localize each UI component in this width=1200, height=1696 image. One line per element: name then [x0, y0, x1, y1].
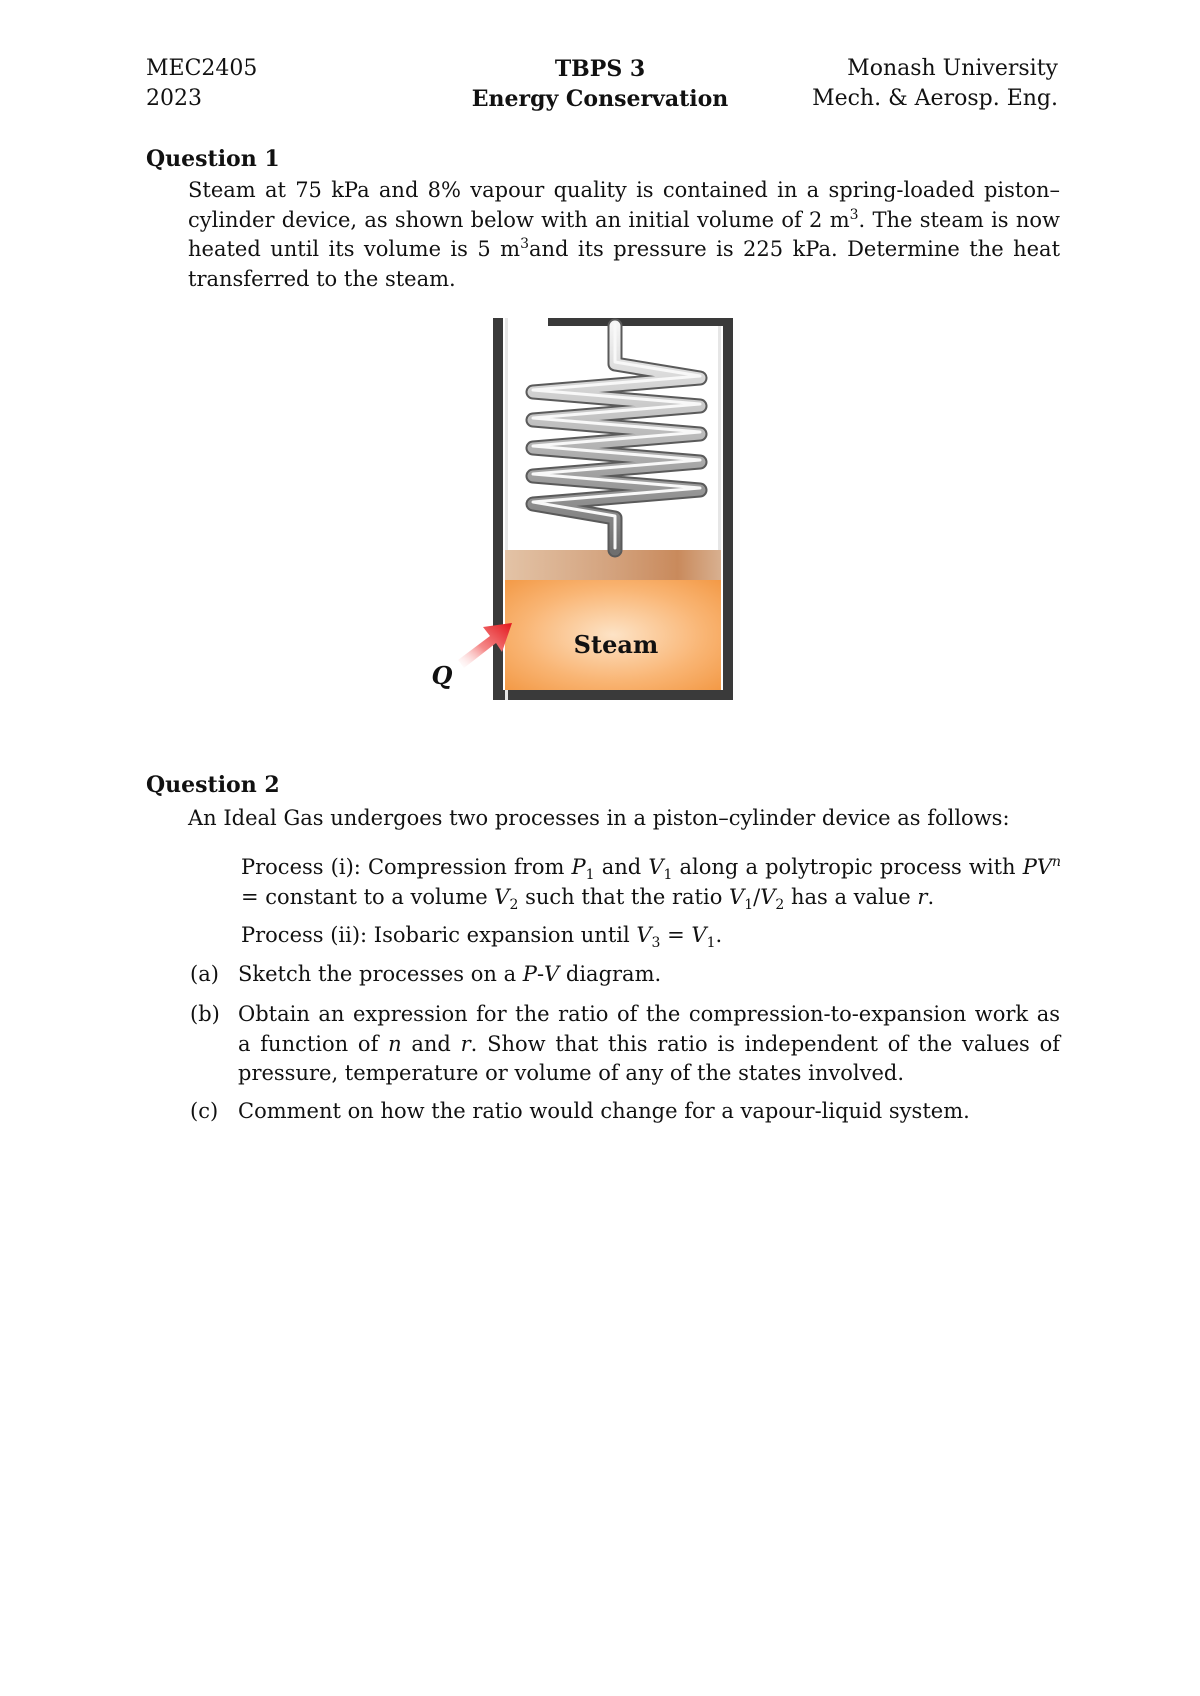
process-1-text: [241, 853, 1061, 912]
process-text: Process (i): Compression from: [241, 855, 572, 879]
q1-superscript: 3: [520, 236, 529, 252]
doc-subtitle: Energy Conservation: [471, 86, 729, 112]
cylinder-right-wall: [723, 318, 733, 700]
math-sub: 1: [706, 935, 716, 952]
heat-arrow: [458, 623, 512, 668]
math-var: V: [636, 923, 652, 947]
item-text: Comment on how the ratio would change for a vapour-liquid system.: [238, 1099, 970, 1123]
process-text: and: [594, 855, 649, 879]
q1-text-part: and its pressure is 225 kPa. Determine the heat transferred to the steam.: [188, 237, 1061, 291]
doc-title: TBPS 3: [554, 56, 646, 82]
question-2-item-c: [190, 1097, 1060, 1127]
math-var: V: [729, 884, 745, 909]
q1-text-part: Steam at 75 kPa and 8% vapour quality is contained in a spring-loaded piston–cylinder device, as shown below with an initial volume of 2 m: [188, 178, 1060, 232]
university: Monash University: [847, 56, 1058, 81]
math-sub: 3: [651, 935, 661, 952]
process-2-text: [241, 921, 1061, 951]
item-label: (b): [190, 1002, 220, 1026]
math-var: P: [571, 855, 586, 879]
piston-cylinder-figure: [420, 318, 760, 718]
q1-superscript: 3: [849, 206, 859, 223]
question-2-intro: An Ideal Gas undergoes two processes in a piston–cylinder device as follows:: [188, 806, 1010, 830]
process-text: = constant to a volume: [241, 884, 495, 909]
math-var: P: [522, 962, 537, 986]
math-sub: 1: [585, 867, 595, 884]
math-sub: 2: [509, 896, 519, 913]
process-text: .: [927, 884, 935, 909]
math-var: V: [494, 884, 510, 909]
steam-label: Steam: [573, 630, 659, 659]
cylinder-bottom-wall: [493, 690, 733, 700]
question-1-title: Question 1: [146, 146, 280, 172]
math-var: V: [544, 962, 560, 986]
course-code: MEC2405: [146, 56, 258, 81]
process-text: such that the ratio: [518, 884, 730, 909]
question-2-title: Question 2: [146, 772, 280, 798]
math-sub: 2: [775, 896, 785, 913]
math-var: V: [691, 923, 707, 947]
math-sup: n: [1051, 854, 1062, 870]
item-label: (a): [190, 962, 219, 986]
item-text-part: diagram.: [559, 962, 662, 986]
math-var: r: [917, 884, 928, 909]
math-op: /: [753, 884, 761, 909]
spring: [533, 324, 700, 550]
header-right: [812, 54, 1058, 114]
question-2-item-b: [190, 1000, 1060, 1089]
item-text-part: and: [401, 1031, 461, 1056]
math-var: V: [760, 884, 776, 909]
item-text-part: -: [536, 962, 545, 986]
item-text: [238, 1000, 1060, 1089]
item-text-part: Sketch the processes on a: [238, 962, 523, 986]
item-text-part: . Show that this ratio is independent of the values of pressure, temperature or volume of any of the states involved.: [238, 1031, 1060, 1085]
process-text: has a value: [784, 884, 918, 909]
math-var: V: [648, 855, 664, 879]
question-2-item-a: [190, 960, 1060, 990]
heat-label: Q: [431, 661, 453, 690]
process-text: along a polytropic process with: [672, 855, 1023, 879]
process-text: .: [715, 923, 723, 947]
year: 2023: [146, 86, 202, 111]
process-text: Process (ii): Isobaric expansion until: [241, 923, 637, 947]
question-1-text: [188, 176, 1060, 294]
item-text: [238, 960, 1060, 990]
item-text-part: Obtain an expression for the ratio of the compression-to-expansion work as a function of: [238, 1002, 1060, 1056]
math-var: n: [388, 1031, 402, 1056]
q1-text-part: . The steam is now heated until its volume is 5 m: [188, 207, 1060, 261]
math-sub: 1: [744, 896, 754, 913]
math-var: r: [460, 1031, 471, 1056]
department: Mech. & Aerosp. Eng.: [812, 86, 1058, 111]
math-sub: 1: [663, 867, 673, 884]
math-var: PV: [1022, 855, 1052, 879]
cylinder-top-cap: [548, 318, 733, 326]
item-label: (c): [190, 1099, 219, 1123]
process-text: =: [660, 923, 692, 947]
